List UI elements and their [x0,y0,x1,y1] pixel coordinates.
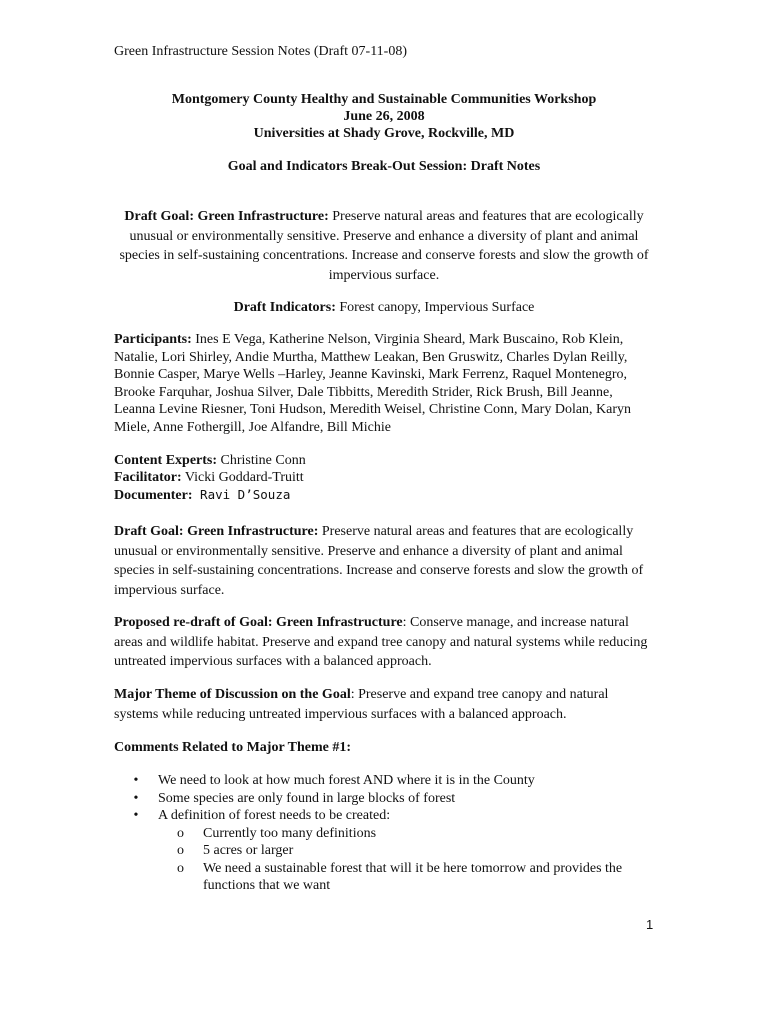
sub-bullet-icon: o [177,825,184,841]
draft-indicators-label: Draft Indicators: [233,300,336,315]
session-subtitle: Goal and Indicators Break-Out Session: Draft Notes [227,159,541,174]
sub-list-item-text: 5 acres or larger [203,843,294,858]
comments-heading-text: Comments Related to Major Theme #1: [114,740,352,755]
facilitator-label: Facilitator: [114,470,182,486]
participants-list: Ines E Vega, Katherine Nelson, Virginia Sheard, Mark Buscaino, Rob Klein, Natalie, Lori Shirley, Andie Murtha, Matthew Leakan, Ben Gruswitz, Charles Dylan Reilly, Bonnie Casper, Marye Wells –Harley, Jeanne Kavinski, Mark Ferrenz, Raquel Montenegro, Brooke Farquhar, Joshua Silver, Dale Tibbitts, Meredith Strider, Rick Brush, Bill Jeanne, Leanna Levine Riesner, Toni Hudson, Meredith Weisel, Christine Conn, Mary Dolan, Karyn Miele, Anne Fothergill, Joe Alfandre, Bill Michie [114,332,632,435]
list-item [114,772,674,790]
participants [114,331,654,437]
proposed-redraft-label: Proposed re-draft of Goal: Green Infrastructure [114,615,403,630]
participants-label: Participants: [114,332,192,347]
draft-goal-centered [114,207,654,285]
sub-list-item-text: We need a sustainable forest that will it be here tomorrow and provides the functions that we want [203,860,623,893]
draft-goal-label: Draft Goal: Green Infrastructure: [124,209,329,224]
comments-heading [114,739,654,757]
page-number: 1 [646,917,654,932]
content-experts-label: Content Experts: [114,453,218,468]
major-theme-text: : Preserve and expand tree canopy and natural systems while reducing untreated impervious surfaces with a balanced approach. [114,687,609,722]
document-title [114,91,654,142]
documenter-label: Documenter: [114,488,193,504]
list-item-text: We need to look at how much forest AND where it is in the County [158,773,535,788]
draft-goal-second [114,522,654,600]
draft-goal-second-label: Draft Goal: Green Infrastructure: [114,524,319,539]
running-header: Green Infrastructure Session Notes (Draft 07-11-08) [114,44,407,59]
title-date: June 26, 2008 [343,109,425,124]
major-theme-label: Major Theme of Discussion on the Goal [114,687,351,702]
sub-list-item-text: Currently too many definitions [203,825,377,841]
draft-goal-text: Preserve natural areas and features that are ecologically unusual or environmentally sensitive. Preserve and enhance a diversity of plant and animal species in self-sustaining concentrations. Increase and conserve forests and slow the growth of impervious surface. [119,209,649,283]
content-experts [114,452,654,469]
draft-indicators-text: Forest canopy, Impervious Surface [335,300,535,315]
draft-indicators [114,299,654,317]
documenter-value: Ravi D’Souza [192,487,291,503]
title-workshop: Montgomery County Healthy and Sustainable Communities Workshop [171,92,597,107]
content-experts-value: Christine Conn [217,453,306,468]
proposed-redraft [114,613,654,672]
bullet-icon: • [133,790,139,806]
list-item [114,807,674,825]
major-theme [114,685,654,724]
list-item [114,790,674,808]
list-item-text: A definition of forest needs to be created: [158,808,391,823]
bullet-icon: • [133,808,139,823]
draft-goal-second-text: Preserve natural areas and features that are ecologically unusual or environmentally sensitive. Preserve and enhance a diversity of plant and animal species in self-sustaining concentrations. Increase and conserve forests and slow the growth of impervious surface. [114,524,644,598]
documenter [114,486,654,504]
proposed-redraft-text: : Conserve manage, and increase natural areas and wildlife habitat. Preserve and expand tree canopy and natural systems while reducing untreated impervious surfaces with a balanced approach. [114,615,648,669]
comments-list [114,772,674,895]
roles-block [114,452,654,505]
sub-list-item [114,842,674,860]
sub-bullet-icon: o [177,860,184,876]
title-location: Universities at Shady Grove, Rockville, MD [253,126,515,141]
list-item-text: Some species are only found in large blocks of forest [158,790,456,806]
sub-list-item [114,860,674,895]
sub-bullet-icon: o [177,843,184,858]
facilitator [114,469,654,486]
sub-list-item [114,825,674,843]
facilitator-value: Vicki Goddard-Truitt [181,470,304,486]
bullet-icon: • [133,773,139,788]
